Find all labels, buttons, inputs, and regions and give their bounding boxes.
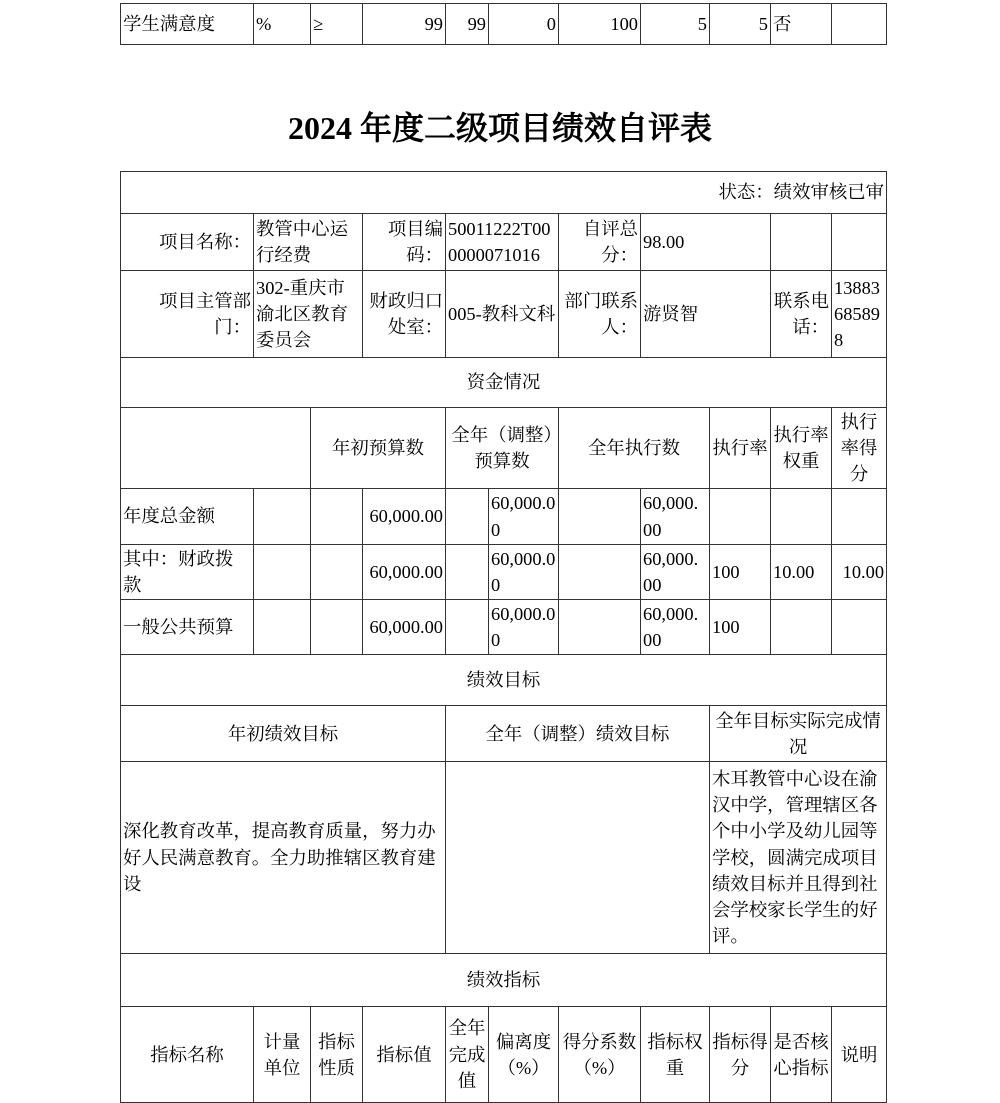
- empty-cell: [254, 599, 311, 654]
- executed-amount-value: 60,000.00: [641, 489, 710, 544]
- department-label: 项目主管部门：: [121, 271, 254, 358]
- adjusted-budget-header: 全年（调整）预算数: [446, 408, 559, 489]
- note-header: 说明: [832, 1007, 887, 1103]
- empty-cell: [559, 599, 641, 654]
- funding-row-fiscal: [121, 544, 887, 599]
- contact-person-label: 部门联系人：: [559, 271, 641, 358]
- adjusted-budget-value: 60,000.00: [489, 599, 559, 654]
- core-indicator-header: 是否核心指标: [771, 1007, 832, 1103]
- rate-score-value: 10.00: [832, 544, 887, 599]
- note-cell: [832, 4, 887, 45]
- finance-office-label: 财政归口处室：: [363, 271, 446, 358]
- self-evaluation-table: [120, 171, 887, 1103]
- score-coefficient-cell: 100: [559, 4, 641, 45]
- initial-budget-header: 年初预算数: [311, 408, 446, 489]
- goal-content-row: [121, 762, 887, 954]
- execution-rate-value: [710, 489, 771, 544]
- adjusted-budget-value: 60,000.00: [489, 489, 559, 544]
- empty-cell: [446, 599, 489, 654]
- funding-row-public-budget: [121, 599, 887, 654]
- executed-amount-value: 60,000.00: [641, 599, 710, 654]
- funding-section-title: 资金情况: [121, 358, 887, 408]
- rate-weight-value: 10.00: [771, 544, 832, 599]
- indicator-section-title: 绩效指标: [121, 954, 887, 1007]
- target-value-cell: 99: [363, 4, 446, 45]
- rate-weight-header: 执行率权重: [771, 408, 832, 489]
- adjusted-goal-header: 全年（调整）绩效目标: [446, 706, 710, 762]
- execution-rate-value: 100: [710, 544, 771, 599]
- project-code-label: 项目编码：: [363, 214, 446, 271]
- goal-section-title: 绩效目标: [121, 655, 887, 706]
- execution-rate-header: 执行率: [710, 408, 771, 489]
- indicator-name-cell: 学生满意度: [121, 4, 254, 45]
- target-value-header: 指标值: [363, 1007, 446, 1103]
- adjusted-budget-value: 60,000.00: [489, 544, 559, 599]
- empty-cell: [446, 544, 489, 599]
- rate-weight-value: [771, 489, 832, 544]
- actual-completion-header: 全年目标实际完成情况: [710, 706, 887, 762]
- project-info-row: [121, 214, 887, 271]
- funding-section-row: [121, 358, 887, 408]
- empty-cell: [311, 489, 363, 544]
- funding-row-label: 一般公共预算: [121, 599, 254, 654]
- executed-amount-value: 60,000.00: [641, 544, 710, 599]
- finance-office-value: 005-教科文科: [446, 271, 559, 358]
- project-name-value: 教管中心运行经费: [254, 214, 363, 271]
- empty-cell: [559, 489, 641, 544]
- adjusted-goal-text: [446, 762, 710, 954]
- goal-section-row: [121, 655, 887, 706]
- core-indicator-cell: 否: [771, 4, 832, 45]
- rate-score-value: [832, 599, 887, 654]
- phone-label: 联系电话：: [771, 271, 832, 358]
- execution-rate-value: 100: [710, 599, 771, 654]
- score-cell: 5: [710, 4, 771, 45]
- carryover-indicator-table: [120, 3, 887, 45]
- executed-amount-header: 全年执行数: [559, 408, 710, 489]
- empty-cell: [254, 544, 311, 599]
- rate-score-header: 执行率得分: [832, 408, 887, 489]
- contact-person-value: 游贤智: [641, 271, 771, 358]
- unit-header: 计量单位: [254, 1007, 311, 1103]
- nature-header: 指标性质: [311, 1007, 363, 1103]
- funding-header-row: [121, 408, 887, 489]
- empty-cell: [559, 544, 641, 599]
- initial-goal-text: 深化教育改革，提高教育质量，努力办好人民满意教育。全力助推辖区教育建设: [121, 762, 446, 954]
- score-coefficient-header: 得分系数（%）: [559, 1007, 641, 1103]
- deviation-cell: 0: [489, 4, 559, 45]
- funding-row-label: 年度总金额: [121, 489, 254, 544]
- empty-cell: [832, 214, 887, 271]
- score-header: 指标得分: [710, 1007, 771, 1103]
- status-text: 状态：绩效审核已审: [121, 172, 887, 214]
- indicator-name-header: 指标名称: [121, 1007, 254, 1103]
- self-score-label: 自评总分：: [559, 214, 641, 271]
- status-row: [121, 172, 887, 214]
- empty-cell: [254, 489, 311, 544]
- self-score-value: 98.00: [641, 214, 771, 271]
- funding-row-label: 其中：财政拨款: [121, 544, 254, 599]
- indicator-header-row: [121, 1007, 887, 1103]
- initial-budget-value: 60,000.00: [363, 489, 446, 544]
- deviation-header: 偏离度（%）: [489, 1007, 559, 1103]
- weight-header: 指标权重: [641, 1007, 710, 1103]
- phone-value: 13883685898: [832, 271, 887, 358]
- goal-header-row: [121, 706, 887, 762]
- completed-value-header: 全年完成值: [446, 1007, 489, 1103]
- indicator-section-row: [121, 954, 887, 1007]
- department-value: 302-重庆市渝北区教育委员会: [254, 271, 363, 358]
- actual-completion-text: 木耳教管中心设在渝汉中学，管理辖区各个中小学及幼儿园等学校，圆满完成项目绩效目标并且得到社会学校家长学生的好评。: [710, 762, 887, 954]
- department-info-row: [121, 271, 887, 358]
- carryover-row: [121, 4, 887, 45]
- empty-cell: [311, 599, 363, 654]
- project-code-value: 50011222T000000071016: [446, 214, 559, 271]
- nature-cell: ≥: [311, 4, 363, 45]
- rate-score-value: [832, 489, 887, 544]
- empty-cell: [311, 544, 363, 599]
- project-name-label: 项目名称：: [121, 214, 254, 271]
- unit-cell: %: [254, 4, 311, 45]
- empty-cell: [771, 214, 832, 271]
- completed-value-cell: 99: [446, 4, 489, 45]
- page-title: 2024 年度二级项目绩效自评表: [287, 110, 712, 146]
- initial-budget-value: 60,000.00: [363, 544, 446, 599]
- weight-cell: 5: [641, 4, 710, 45]
- empty-cell: [121, 408, 311, 489]
- rate-weight-value: [771, 599, 832, 654]
- initial-budget-value: 60,000.00: [363, 599, 446, 654]
- funding-row-total: [121, 489, 887, 544]
- initial-goal-header: 年初绩效目标: [121, 706, 446, 762]
- empty-cell: [446, 489, 489, 544]
